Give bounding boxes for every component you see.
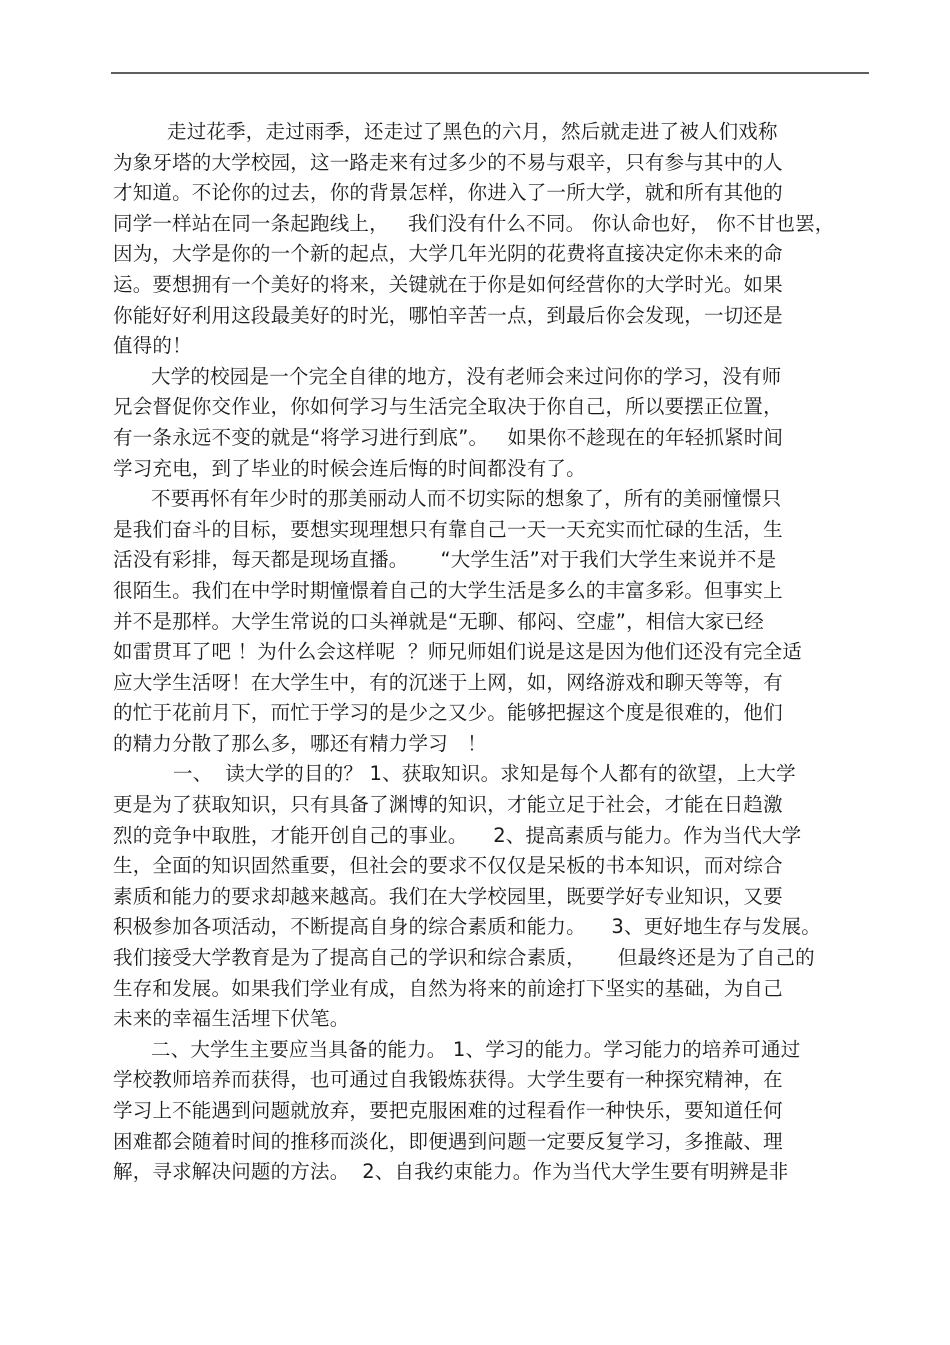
text-line: 应大学生活呀！在大学生中，有的沉迷于上网，如，网络游戏和聊天等等，有 (113, 670, 783, 694)
text-line: 有一条永远不变的就是“将学习进行到底”。 如果你不趁现在的年轻抓紧时间 (113, 425, 784, 449)
text-line: 学习充电，到了毕业的时候会连后悔的时间都没有了。 (113, 456, 586, 480)
text-line: 我们接受大学教育是为了提高自己的学识和综合素质， 但最终还是为了自己的 (113, 946, 815, 970)
text-line: 未来的幸福生活埋下伏笔。 (113, 1007, 350, 1031)
text-line: 运。要想拥有一个美好的将来，关键就在于你是如何经营你的大学时光。如果 (113, 272, 783, 296)
text-line: 困难都会随着时间的推移而淡化，即便遇到问题一定要反复学习，多推敲、理 (113, 1129, 783, 1153)
text-line: 才知道。不论你的过去，你的背景怎样，你进入了一所大学，就和所有其他的 (113, 181, 783, 205)
text-line: 并不是那样。大学生常说的口头禅就是“无聊、郁闷、空虚”，相信大家已经 (113, 609, 765, 633)
text-line: 走过花季，走过雨季，还走过了黑色的六月，然后就走进了被人们戏称 (167, 120, 778, 143)
text-line: 积极参加各项活动，不断提高自身的综合素质和能力。 3、更好地生存与发展。 (113, 915, 822, 939)
text-line: 值得的！ (113, 334, 192, 358)
document-body (113, 117, 873, 1188)
text-line: 烈的竞争中取胜，才能开创自己的事业。 2、提高素质与能力。作为当代大学 (113, 823, 802, 847)
text-line: 素质和能力的要求却越来越高。我们在大学校园里，既要学好专业知识，又要 (113, 884, 783, 908)
text-line: 大学的校园是一个完全自律的地方，没有老师会来过问你的学习，没有师 (151, 364, 782, 388)
text-line: 兄会督促你交作业，你如何学习与生活完全取决于你自己，所以要摆正位置， (113, 395, 783, 419)
text-line: 二、大学生主要应当具备的能力。 1、学习的能力。学习能力的培养可通过 (151, 1037, 801, 1061)
text-line: 如雷贯耳了吧 ！为什么会这样呢 ？师兄师姐们说是这是因为他们还没有完全适 (113, 640, 802, 664)
text-line: 的精力分散了那么多，哪还有精力学习 ！ (113, 731, 487, 755)
text-line: 同学一样站在同一条起跑线上， 我们没有什么不同。 你认命也好， 你不甘也罢， (113, 211, 835, 235)
text-line: 不要再怀有年少时的那美丽动人而不切实际的想象了，所有的美丽憧憬只 (151, 487, 782, 511)
text-line: 学习上不能遇到问题就放弃，要把克服困难的过程看作一种快乐，要知道任何 (113, 1099, 783, 1122)
text-line: 很陌生。我们在中学时期憧憬着自己的大学生活是多么的丰富多彩。但事实上 (113, 578, 783, 602)
text-line: 的忙于花前月下，而忙于学习的是少之又少。能够把握这个度是很难的，他们 (113, 701, 783, 725)
text-line: 更是为了获取知识，只有具备了渊博的知识，才能立足于社会，才能在日趋激 (113, 793, 783, 817)
text-line: 是我们奋斗的目标，要想实现理想只有靠自己一天一天充实而忙碌的生活，生 (113, 517, 783, 541)
text-line: 为象牙塔的大学校园，这一路走来有过多少的不易与艰辛，只有参与其中的人 (113, 150, 783, 174)
text-line: 你能好好利用这段最美好的时光，哪怕辛苦一点，到最后你会发现，一切还是 (113, 303, 783, 327)
text-line: 生，全面的知识固然重要，但社会的要求不仅仅是呆板的书本知识，而对综合 (113, 854, 783, 878)
text-line: 解，寻求解决问题的方法。 2、自我约束能力。作为当代大学生要有明辨是非 (113, 1160, 789, 1184)
text-line: 因为，大学是你的一个新的起点，大学几年光阴的花费将直接决定你未来的命 (113, 242, 783, 266)
text-line: 活没有彩排，每天都是现场直播。 “大学生活”对于我们大学生来说并不是 (113, 548, 777, 572)
text-line: 学校教师培养而获得，也可通过自我锻炼获得。大学生要有一种探究精神，在 (113, 1068, 783, 1092)
header-rule (111, 72, 869, 74)
text-line: 一、 读大学的目的？ 1、获取知识。求知是每个人都有的欲望，上大学 (173, 762, 796, 786)
text-line: 生存和发展。如果我们学业有成，自然为将来的前途打下坚实的基础，为自己 (113, 976, 783, 1000)
